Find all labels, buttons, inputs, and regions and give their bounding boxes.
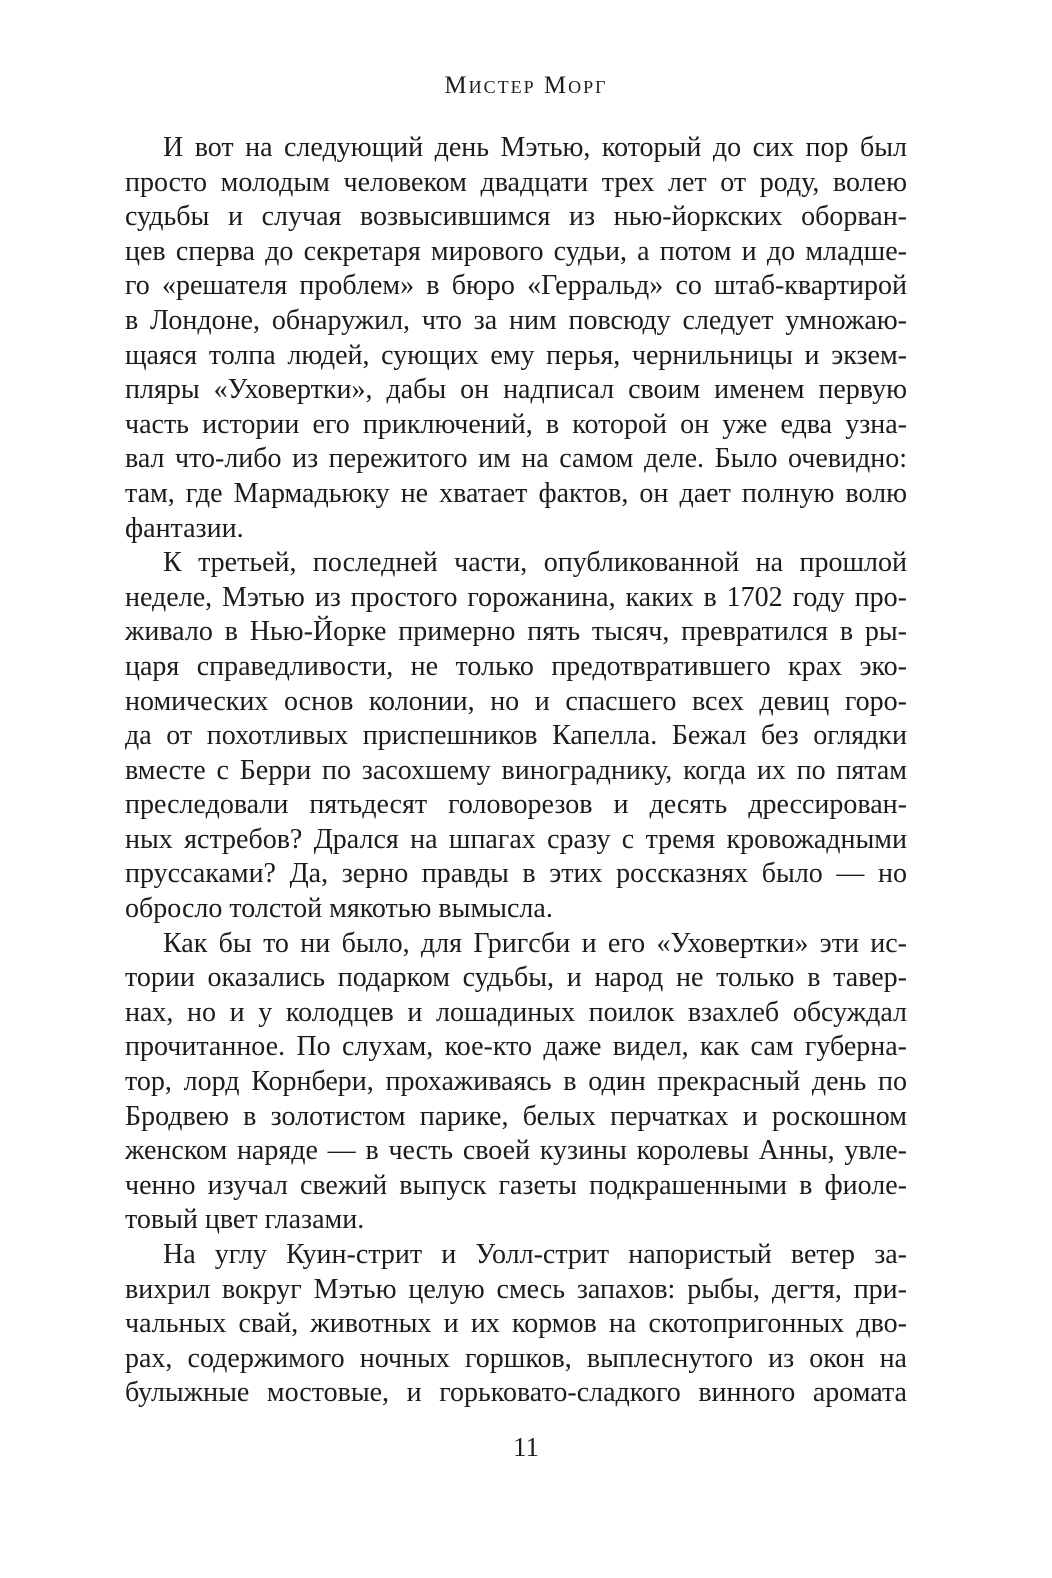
body-text	[125, 131, 907, 1411]
text-line: пруссаками? Да, зерно правды в этих россказнях было — но	[125, 858, 907, 890]
text-line: фантазии.	[125, 512, 244, 544]
text-line: преследовали пятьдесят головорезов и десять дрессирован-	[125, 789, 907, 821]
paragraph	[125, 927, 907, 1238]
text-line: щаяся толпа людей, сующих ему перья, чернильницы и экзем-	[125, 339, 907, 371]
text-line: рах, содержимого ночных горшков, выплеснутого из окон на	[125, 1342, 907, 1374]
paragraph	[125, 1238, 907, 1411]
text-line: номических основ колонии, но и спасшего всех девиц горо-	[125, 685, 907, 717]
text-line: тор, лорд Корнбери, прохаживаясь в один прекрасный день по	[125, 1066, 907, 1098]
text-line: часть истории его приключений, в которой он уже едва узна-	[125, 408, 907, 440]
text-line: вал что-либо из пережитого им на самом деле. Было очевидно:	[125, 443, 907, 475]
text-line: чальных свай, животных и их кормов на скотопригонных дво-	[125, 1308, 907, 1340]
text-line: неделе, Мэтью из простого горожанина, каких в 1702 году про-	[125, 581, 907, 613]
text-line: товый цвет глазами.	[125, 1204, 365, 1236]
text-line: женском наряде — в честь своей кузины королевы Анны, увле-	[125, 1135, 907, 1167]
text-line: И вот на следующий день Мэтью, который до сих пор был	[163, 132, 907, 163]
text-line: прочитанное. По слухам, кое-кто даже видел, как сам губерна-	[125, 1031, 907, 1063]
text-line: нах, но и у колодцев и лошадиных поилок взахлеб обсуждал	[125, 996, 907, 1028]
text-line: Как бы то ни было, для Григсби и его «Уховертки» эти ис-	[163, 927, 907, 959]
text-line: Бродвею в золотистом парике, белых перчатках и роскошном	[125, 1100, 907, 1132]
page-number: 11	[513, 1432, 539, 1462]
text-line: К третьей, последней части, опубликованной на прошлой	[163, 547, 907, 579]
text-line: там, где Мармадьюку не хватает фактов, он дает полную волю	[125, 477, 907, 509]
paragraph	[125, 546, 907, 927]
text-line: просто молодым человеком двадцати трех лет от роду, волею	[125, 166, 907, 198]
text-line: пляры «Уховертки», дабы он надписал своим именем первую	[125, 374, 907, 406]
text-line: вместе с Берри по засохшему винограднику, когда их по пятам	[125, 754, 907, 786]
text-line: ных ястребов? Дрался на шпагах сразу с тремя кровожадными	[125, 823, 907, 855]
running-header: Мистер Морг	[444, 72, 608, 99]
text-line: царя справедливости, не только предотвратившего крах эко-	[125, 650, 907, 682]
paragraph	[125, 131, 907, 546]
text-line: го «решателя проблем» в бюро «Герральд» со штаб-квартирой	[125, 270, 907, 302]
text-line: живало в Нью-Йорке примерно пять тысяч, превратился в ры-	[125, 616, 907, 648]
text-line: ченно изучал свежий выпуск газеты подкрашенными в фиоле-	[125, 1169, 907, 1201]
text-line: судьбы и случая возвысившимся из нью-йоркских оборван-	[125, 201, 907, 233]
text-line: цев сперва до секретаря мирового судьи, а потом и до младше-	[125, 235, 907, 267]
text-line: да от похотливых приспешников Капелла. Бежал без оглядки	[125, 720, 907, 752]
text-line: тории оказались подарком судьбы, и народ не только в тавер-	[125, 962, 907, 994]
text-line: вихрил вокруг Мэтью целую смесь запахов: рыбы, дегтя, при-	[125, 1273, 907, 1305]
text-line: На углу Куин-стрит и Уолл-стрит напористый ветер за-	[163, 1239, 907, 1270]
text-line: обросло толстой мякотью вымысла.	[125, 893, 553, 925]
text-line: булыжные мостовые, и горьковато-сладкого винного аромата	[125, 1377, 907, 1409]
text-line: в Лондоне, обнаружил, что за ним повсюду следует умножаю-	[125, 304, 907, 336]
